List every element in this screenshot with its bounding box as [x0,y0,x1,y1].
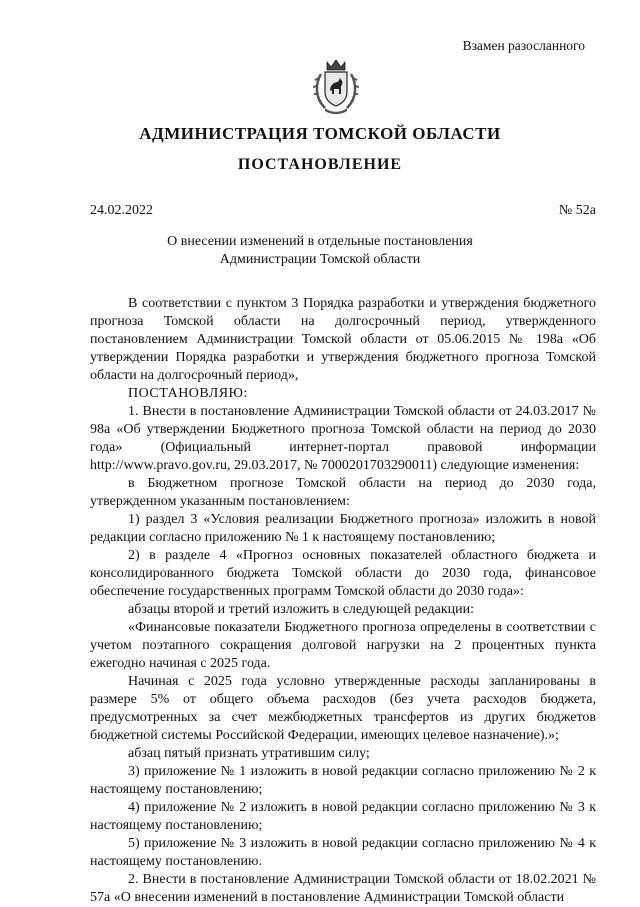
replacement-stamp: Взамен разосланного [462,38,585,53]
body-paragraph: 1) раздел 3 «Условия реализации Бюджетного прогноза» изложить в новой редакции согласно приложению № 1 к настоящему постановлению; [90,512,596,545]
body-paragraph: 1. Внести в постановление Администрации Томской области от 24.03.2017 № 98а «Об утверждении Бюджетного прогноза Томской области на период до 2030 года» (Официальный интернет-портал правовой информации http://www.pravo.gov.ru, 29.03.2017, № 7000201703290011) следующие изменения: [90,404,596,473]
body-paragraph: Начиная с 2025 года условно утвержденные расходы запланированы в размере 5% от общего объема расходов (без учета расходов бюджета, предусмотренных за счет межбюджетных трансфертов из других бюджетов бюджетной системы Российской Федерации, имеющих целевое назначение).»; [90,674,596,743]
subject-line: Администрации Томской области [219,252,421,267]
body-paragraph: 5) приложение № 3 изложить в новой редакции согласно приложению № 4 к настоящему постановлению. [90,836,596,869]
body-paragraph: абзац пятый признать утратившим силу; [128,746,370,761]
document-type-title: ПОСТАНОВЛЕНИЕ [237,156,403,173]
organization-title: АДМИНИСТРАЦИЯ ТОМСКОЙ ОБЛАСТИ [139,124,501,143]
coat-of-arms-icon [313,58,359,116]
body-paragraph: 3) приложение № 1 изложить в новой редакции согласно приложению № 2 к настоящему постановлению; [90,764,596,797]
body-paragraph: «Финансовые показатели Бюджетного прогноза определены в соответствии с учетом поэтапного сокращения долговой нагрузки на 2 процентных пункта ежегодно начиная с 2025 года. [90,620,596,671]
document-date: 24.02.2022 [90,203,153,218]
body-paragraph: абзацы второй и третий изложить в следующей редакции: [128,602,475,617]
body-paragraph: в Бюджетном прогнозе Томской области на период до 2030 года, утвержденном указанным постановлением: [90,476,596,509]
document-number: № 52а [558,203,596,218]
body-paragraph: В соответствии с пунктом 3 Порядка разработки и утверждения бюджетного прогноза Томской области на долгосрочный период, утвержденного постановлением Администрации Томской области от 05.06.2015 № 198а «Об утверждении Порядка разработки и утверждения бюджетного прогноза Томской области на долгосрочный период», [90,296,596,383]
document-subject [0,233,640,269]
decree-word: ПОСТАНОВЛЯЮ: [128,386,248,401]
document-body [90,295,596,907]
body-paragraph: 2) в разделе 4 «Прогноз основных показателей областного бюджета и консолидированного бюджета Томской области до 2030 года, финансовое обеспечение государственных программ Томской области до 2030 года»: [90,548,596,599]
subject-line: О внесении изменений в отдельные постановления [167,234,473,249]
body-paragraph: 4) приложение № 2 изложить в новой редакции согласно приложению № 3 к настоящему постановлению; [90,800,596,833]
body-paragraph: 2. Внести в постановление Администрации Томской области от 18.02.2021 № 57а «О внесении изменений в постановление Администрации Томской области [90,872,596,905]
